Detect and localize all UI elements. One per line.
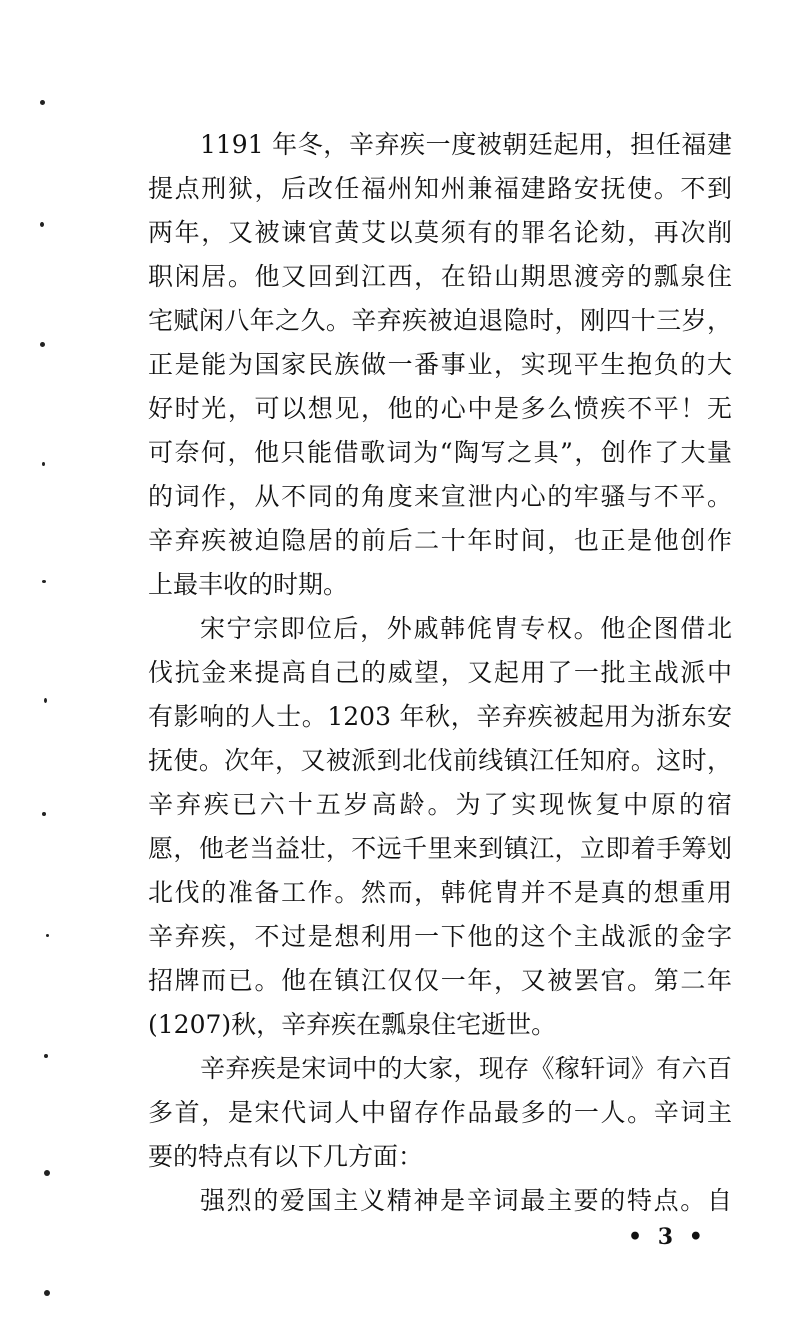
scan-speck bbox=[42, 812, 46, 816]
text-line: 强烈的爱国主义精神是辛词最主要的特点。自 bbox=[200, 1186, 732, 1215]
text-line: 提点刑狱，后改任福州知州兼福建路安抚使。不到 bbox=[148, 174, 732, 203]
text-line: 有影响的人士。1203 年秋，辛弃疾被起用为浙东安 bbox=[148, 702, 732, 731]
text-line: 招牌而已。他在镇江仅仅一年，又被罢官。第二年 bbox=[148, 966, 732, 995]
scan-speck bbox=[40, 222, 44, 227]
text-line: 的词作，从不同的角度来宣泄内心的牢骚与不平。 bbox=[148, 482, 732, 511]
text-line: (1207)秋，辛弃疾在瓢泉住宅逝世。 bbox=[148, 1010, 557, 1039]
text-line: 两年，又被谏官黄艾以莫须有的罪名论劾，再次削 bbox=[148, 218, 732, 247]
text-line: 多首，是宋代词人中留存作品最多的一人。辛词主 bbox=[148, 1098, 732, 1127]
text-line: 辛弃疾，不过是想利用一下他的这个主战派的金字 bbox=[148, 922, 732, 951]
text-line: 辛弃疾被迫隐居的前后二十年时间，也正是他创作 bbox=[148, 526, 732, 555]
scan-speck bbox=[46, 934, 49, 937]
text-line: 上最丰收的时期。 bbox=[148, 570, 349, 599]
text-line: 可奈何，他只能借歌词为“陶写之具”，创作了大量 bbox=[148, 438, 732, 467]
text-line: 辛弃疾已六十五岁高龄。为了实现恢复中原的宿 bbox=[148, 790, 732, 819]
text-line: 好时光，可以想见，他的心中是多么愤疾不平！无 bbox=[148, 394, 732, 423]
scan-speck bbox=[42, 580, 46, 583]
text-line: 宋宁宗即位后，外戚韩侂胄专权。他企图借北 bbox=[200, 614, 732, 643]
text-line: 职闲居。他又回到江西，在铅山期思渡旁的瓢泉住 bbox=[148, 262, 732, 291]
text-line: 正是能为国家民族做一番事业，实现平生抱负的大 bbox=[148, 350, 732, 379]
scan-speck bbox=[44, 1290, 50, 1296]
text-line: 1191 年冬，辛弃疾一度被朝廷起用，担任福建 bbox=[200, 130, 732, 159]
scan-speck bbox=[44, 698, 47, 703]
body-text bbox=[148, 123, 732, 1223]
text-line: 伐抗金来提高自己的威望，又起用了一批主战派中 bbox=[148, 658, 732, 687]
page-number: • 3 • bbox=[628, 1224, 707, 1250]
text-line: 愿，他老当益壮，不远千里来到镇江，立即着手筹划 bbox=[148, 834, 732, 863]
text-line: 北伐的准备工作。然而，韩侂胄并不是真的想重用 bbox=[148, 878, 732, 907]
scan-speck bbox=[44, 1054, 48, 1058]
scan-speck bbox=[40, 342, 45, 347]
text-line: 要的特点有以下几方面： bbox=[148, 1142, 424, 1171]
scan-speck bbox=[42, 462, 45, 466]
scan-speck bbox=[44, 1170, 50, 1176]
scan-speck bbox=[40, 100, 45, 105]
text-line: 抚使。次年，又被派到北伐前线镇江任知府。这时， bbox=[148, 746, 732, 775]
text-line: 辛弃疾是宋词中的大家，现存《稼轩词》有六百 bbox=[200, 1054, 732, 1083]
text-line: 宅赋闲八年之久。辛弃疾被迫退隐时，刚四十三岁， bbox=[148, 306, 732, 335]
